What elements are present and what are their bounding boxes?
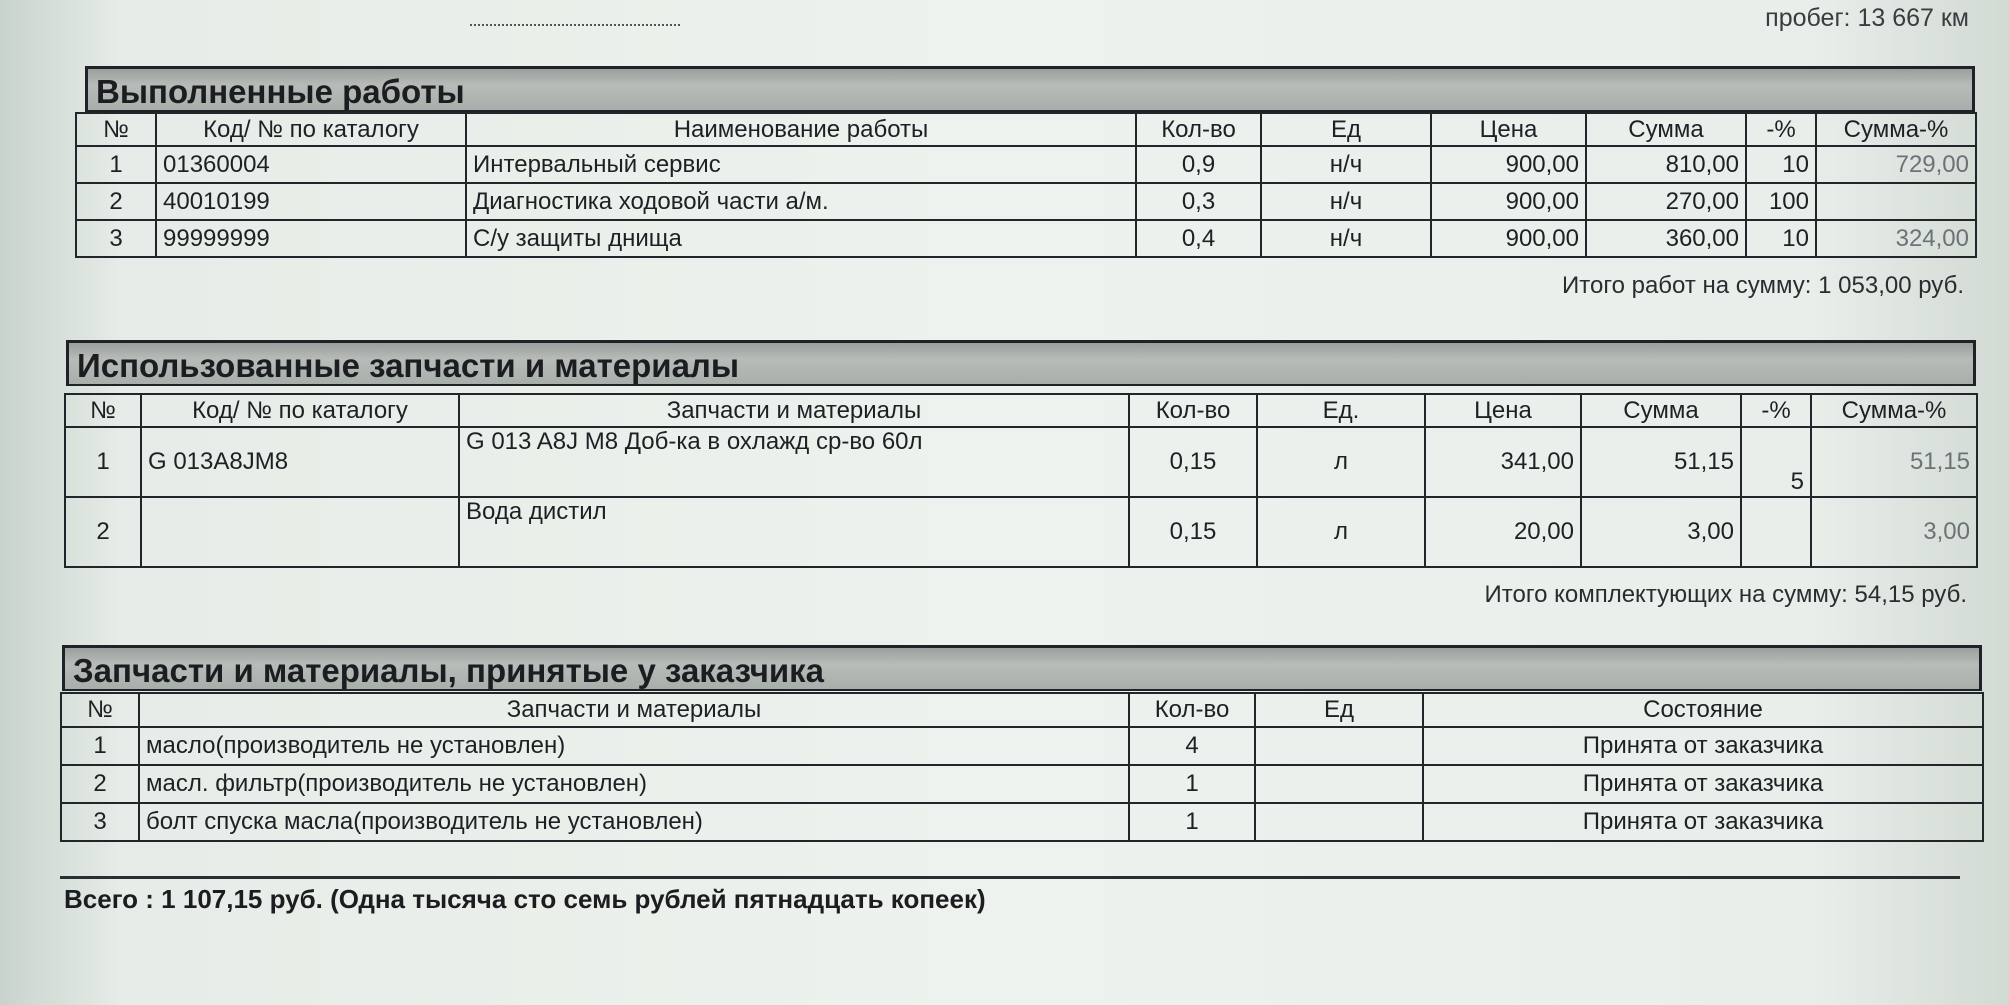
- row-code: 99999999: [156, 220, 466, 257]
- row-name: болт спуска масла(производитель не установлен): [139, 803, 1129, 841]
- row-number: 3: [61, 803, 139, 841]
- row-name: масло(производитель не установлен): [139, 727, 1129, 765]
- parts-total: Итого комплектующих на сумму: 54,15 руб.: [1484, 581, 1967, 608]
- row-qty: 4: [1129, 727, 1255, 765]
- total-divider: [60, 876, 1960, 879]
- col-code: Код/ № по каталогу: [156, 113, 466, 146]
- works-total: Итого работ на сумму: 1 053,00 руб.: [1562, 272, 1964, 299]
- row-sum-discount: 729,00: [1816, 146, 1976, 183]
- row-discount: 5: [1741, 427, 1811, 497]
- row-qty: 1: [1129, 765, 1255, 803]
- row-state: Принята от заказчика: [1423, 765, 1983, 803]
- row-qty: 1: [1129, 803, 1255, 841]
- table-row: [61, 727, 1983, 765]
- parts-header-row: [65, 394, 1977, 427]
- works-section-title: Выполненные работы: [85, 66, 1975, 112]
- row-code: [141, 497, 459, 567]
- col-state: Состояние: [1423, 693, 1983, 727]
- row-unit: н/ч: [1261, 220, 1431, 257]
- row-sum: 3,00: [1581, 497, 1741, 567]
- parts-section-title: Использованные запчасти и материалы: [66, 340, 1976, 386]
- row-sum: 810,00: [1586, 146, 1746, 183]
- row-number: 1: [65, 427, 141, 497]
- table-row: [61, 765, 1983, 803]
- row-code: 40010199: [156, 183, 466, 220]
- row-qty: 0,4: [1136, 220, 1261, 257]
- row-name: Интервальный сервис: [466, 146, 1136, 183]
- col-discount: -%: [1746, 113, 1816, 146]
- row-sum-discount: 324,00: [1816, 220, 1976, 257]
- row-discount: [1741, 497, 1811, 567]
- row-discount: 10: [1746, 146, 1816, 183]
- row-code: 01360004: [156, 146, 466, 183]
- parts-table: [64, 393, 1978, 568]
- row-qty: 0,15: [1129, 497, 1257, 567]
- row-unit: н/ч: [1261, 183, 1431, 220]
- col-unit: Ед: [1261, 113, 1431, 146]
- row-discount: 100: [1746, 183, 1816, 220]
- works-table: [75, 112, 1977, 258]
- row-sum-discount: 51,15: [1811, 427, 1977, 497]
- col-qty: Кол-во: [1129, 693, 1255, 727]
- row-sum: 360,00: [1586, 220, 1746, 257]
- col-number: №: [65, 394, 141, 427]
- row-name: С/у защиты днища: [466, 220, 1136, 257]
- row-price: 900,00: [1431, 146, 1586, 183]
- table-row: [76, 146, 1976, 183]
- col-qty: Кол-во: [1136, 113, 1261, 146]
- row-sum-discount: 3,00: [1811, 497, 1977, 567]
- col-discount: -%: [1741, 394, 1811, 427]
- row-number: 3: [76, 220, 156, 257]
- row-name: масл. фильтр(производитель не установлен): [139, 765, 1129, 803]
- row-sum: 270,00: [1586, 183, 1746, 220]
- row-price: 20,00: [1425, 497, 1581, 567]
- col-sum-discount: Сумма-%: [1811, 394, 1977, 427]
- row-price: 900,00: [1431, 220, 1586, 257]
- customer-parts-table: [60, 692, 1984, 842]
- row-number: 2: [65, 497, 141, 567]
- row-name: Вода дистил: [459, 497, 1129, 567]
- col-unit: Ед: [1255, 693, 1423, 727]
- row-number: 2: [76, 183, 156, 220]
- table-row: [76, 220, 1976, 257]
- col-price: Цена: [1431, 113, 1586, 146]
- col-sum: Сумма: [1586, 113, 1746, 146]
- row-number: 2: [61, 765, 139, 803]
- row-sum-discount: [1816, 183, 1976, 220]
- row-state: Принята от заказчика: [1423, 727, 1983, 765]
- row-state: Принята от заказчика: [1423, 803, 1983, 841]
- row-number: 1: [76, 146, 156, 183]
- col-name: Наименование работы: [466, 113, 1136, 146]
- col-name: Запчасти и материалы: [139, 693, 1129, 727]
- row-unit: [1255, 765, 1423, 803]
- row-qty: 0,3: [1136, 183, 1261, 220]
- row-unit: л: [1257, 497, 1425, 567]
- row-unit: [1255, 727, 1423, 765]
- row-unit: н/ч: [1261, 146, 1431, 183]
- customer-parts-section-title: Запчасти и материалы, принятые у заказчика: [62, 645, 1982, 691]
- row-sum: 51,15: [1581, 427, 1741, 497]
- row-unit: [1255, 803, 1423, 841]
- works-header-row: [76, 113, 1976, 146]
- table-row: [65, 497, 1977, 567]
- row-discount: 10: [1746, 220, 1816, 257]
- col-name: Запчасти и материалы: [459, 394, 1129, 427]
- row-unit: л: [1257, 427, 1425, 497]
- row-price: 341,00: [1425, 427, 1581, 497]
- mileage-label: пробег: 13 667 км: [1765, 4, 1969, 32]
- table-row: [61, 803, 1983, 841]
- col-code: Код/ № по каталогу: [141, 394, 459, 427]
- table-row: [65, 427, 1977, 497]
- row-qty: 0,9: [1136, 146, 1261, 183]
- row-qty: 0,15: [1129, 427, 1257, 497]
- col-price: Цена: [1425, 394, 1581, 427]
- row-name: G 013 A8J M8 Доб-ка в охлажд ср-во 60л: [459, 427, 1129, 497]
- col-number: №: [61, 693, 139, 727]
- col-sum: Сумма: [1581, 394, 1741, 427]
- row-code: G 013A8JM8: [141, 427, 459, 497]
- row-number: 1: [61, 727, 139, 765]
- col-qty: Кол-во: [1129, 394, 1257, 427]
- table-row: [76, 183, 1976, 220]
- col-unit: Ед.: [1257, 394, 1425, 427]
- row-name: Диагностика ходовой части а/м.: [466, 183, 1136, 220]
- dotted-line: [470, 24, 680, 30]
- col-number: №: [76, 113, 156, 146]
- col-sum-discount: Сумма-%: [1816, 113, 1976, 146]
- customer-parts-header-row: [61, 693, 1983, 727]
- grand-total: Всего : 1 107,15 руб. (Одна тысяча сто семь рублей пятнадцать копеек): [64, 884, 986, 914]
- row-price: 900,00: [1431, 183, 1586, 220]
